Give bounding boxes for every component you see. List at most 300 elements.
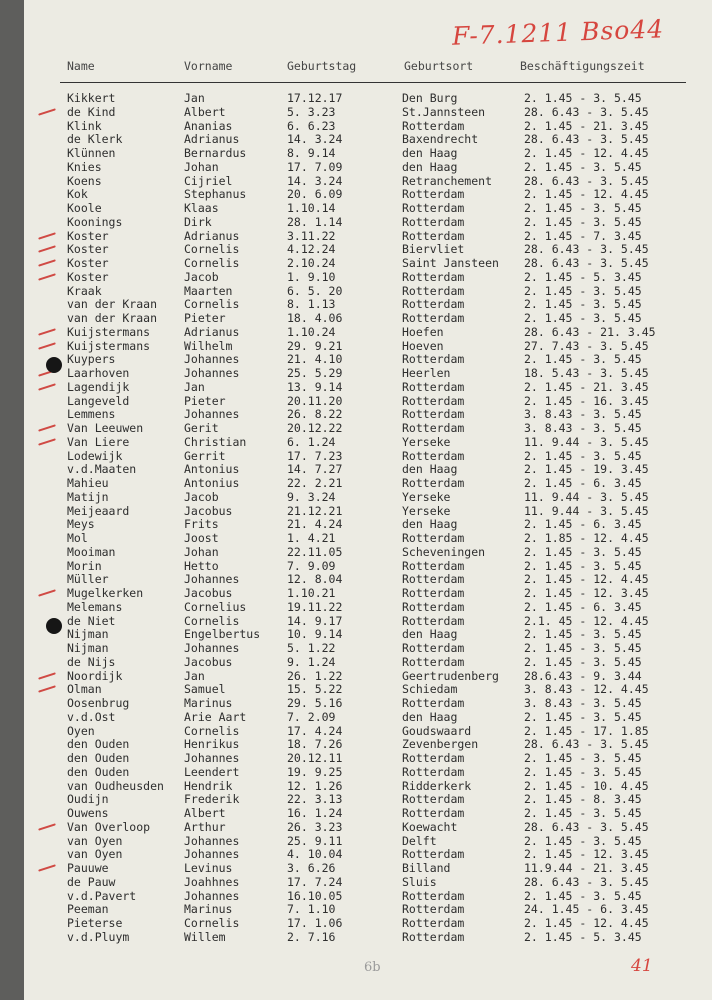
cell-name: Kikkert <box>67 91 116 105</box>
cell-geburtsort: Rotterdam <box>402 572 465 587</box>
cell-geburtsort: den Haag <box>402 462 458 477</box>
cell-vorname: Cornelis <box>184 242 240 257</box>
cell-geburtstag: 29. 9.21 <box>287 338 343 353</box>
cell-vorname: Johannes <box>184 847 240 862</box>
cell-name: de Kind <box>67 104 116 119</box>
table-row <box>24 766 712 780</box>
cell-name: Koonings <box>67 214 123 229</box>
cell-name: Van Overloop <box>67 819 151 834</box>
cell-geburtstag: 14. 3.24 <box>287 132 343 147</box>
cell-vorname: Antonius <box>184 462 240 477</box>
table-row <box>24 463 712 477</box>
cell-geburtsort: Koewacht <box>402 819 458 834</box>
cell-geburtstag: 21.12.21 <box>287 503 343 518</box>
cell-name: Meys <box>67 517 95 532</box>
cell-vorname: Arthur <box>184 819 226 834</box>
cell-geburtstag: 28. 1.14 <box>287 214 343 229</box>
table-row <box>24 683 712 697</box>
cell-geburtstag: 1.10.14 <box>287 201 336 215</box>
cell-vorname: Johannes <box>184 641 240 655</box>
cell-beschaeftigungszeit: 2. 1.45 - 3. 5.45 <box>524 764 642 779</box>
cell-beschaeftigungszeit: 28. 6.43 - 3. 5.45 <box>524 819 649 834</box>
table-row <box>24 876 712 890</box>
cell-beschaeftigungszeit: 2. 1.45 - 3. 5.45 <box>524 283 642 298</box>
table-row <box>24 353 712 367</box>
cell-beschaeftigungszeit: 2. 1.45 - 8. 3.45 <box>524 792 642 807</box>
table-row <box>24 807 712 821</box>
table-row <box>24 917 712 931</box>
cell-vorname: Samuel <box>184 682 226 697</box>
cell-name: Knies <box>67 159 102 174</box>
table-row <box>24 711 712 725</box>
cell-vorname: Levinus <box>184 861 233 875</box>
cell-beschaeftigungszeit: 2. 1.45 - 3. 5.45 <box>524 448 642 463</box>
cell-geburtstag: 6. 1.24 <box>287 434 336 449</box>
cell-geburtstag: 17. 7.09 <box>287 159 343 174</box>
punch-hole <box>46 618 62 634</box>
cell-geburtsort: Rotterdam <box>402 269 465 284</box>
cell-vorname: Jan <box>184 668 205 683</box>
cell-name: de Pauw <box>67 874 116 889</box>
cell-geburtsort: Rotterdam <box>402 393 465 408</box>
cell-beschaeftigungszeit: 2. 1.45 - 3. 5.45 <box>524 214 642 229</box>
cell-geburtstag: 12. 8.04 <box>287 572 343 587</box>
cell-beschaeftigungszeit: 2. 1.45 - 6. 3.45 <box>524 599 642 614</box>
table-row <box>24 903 712 917</box>
red-check-mark <box>38 342 56 349</box>
table-row <box>24 697 712 711</box>
cell-geburtsort: Saint Jansteen <box>402 256 499 270</box>
cell-name: Pieterse <box>67 916 123 930</box>
cell-name: Kuijstermans <box>67 324 151 339</box>
cell-name: den Ouden <box>67 764 130 779</box>
cell-geburtsort: Rotterdam <box>402 847 465 862</box>
cell-name: Kraak <box>67 283 102 298</box>
table-row <box>24 408 712 422</box>
cell-beschaeftigungszeit: 2. 1.45 - 6. 3.45 <box>524 476 642 490</box>
table-row <box>24 656 712 670</box>
cell-geburtstag: 16.10.05 <box>287 888 343 903</box>
cell-geburtstag: 20. 6.09 <box>287 187 343 202</box>
table-row <box>24 340 712 354</box>
cell-geburtstag: 22.11.05 <box>287 544 343 559</box>
page-number: 41 <box>631 956 653 976</box>
cell-name: Nijman <box>67 641 109 655</box>
cell-vorname: Cijriel <box>184 173 233 188</box>
cell-beschaeftigungszeit: 2. 1.45 - 12. 4.45 <box>524 916 649 930</box>
cell-beschaeftigungszeit: 3. 8.43 - 12. 4.45 <box>524 682 649 697</box>
cell-vorname: Jacob <box>184 489 219 504</box>
cell-beschaeftigungszeit: 27. 7.43 - 3. 5.45 <box>524 338 649 353</box>
cell-vorname: Johannes <box>184 888 240 903</box>
cell-geburtsort: Goudswaard <box>402 723 472 738</box>
cell-beschaeftigungszeit: 2. 1.45 - 3. 5.45 <box>524 311 642 325</box>
table-row <box>24 491 712 505</box>
cell-beschaeftigungszeit: 2. 1.45 - 12. 3.45 <box>524 847 649 862</box>
cell-beschaeftigungszeit: 2. 1.45 - 10. 4.45 <box>524 778 649 793</box>
cell-geburtstag: 26. 3.23 <box>287 819 343 834</box>
cell-name: van der Kraan <box>67 297 158 312</box>
cell-geburtsort: Rotterdam <box>402 929 465 944</box>
cell-beschaeftigungszeit: 28.6.43 - 9. 3.44 <box>524 668 642 683</box>
cell-beschaeftigungszeit: 2. 1.45 - 17. 1.85 <box>524 723 649 738</box>
red-check-mark <box>38 259 56 266</box>
cell-beschaeftigungszeit: 2. 1.45 - 7. 3.45 <box>524 228 642 243</box>
cell-vorname: Cornelis <box>184 613 240 628</box>
cell-name: v.d.Pluym <box>67 929 130 944</box>
header-vorname: Vorname <box>184 59 233 73</box>
red-check-mark <box>38 672 56 679</box>
table-row <box>24 532 712 546</box>
cell-vorname: Cornelis <box>184 297 240 312</box>
cell-geburtsort: Rotterdam <box>402 352 465 367</box>
cell-name: Koster <box>67 269 109 284</box>
cell-vorname: Marinus <box>184 902 233 917</box>
cell-vorname: Engelbertus <box>184 627 261 642</box>
table-row <box>24 133 712 147</box>
cell-beschaeftigungszeit: 28. 6.43 - 3. 5.45 <box>524 874 649 889</box>
cell-beschaeftigungszeit: 2. 1.45 - 3. 5.45 <box>524 159 642 174</box>
cell-geburtstag: 5. 1.22 <box>287 641 336 655</box>
cell-vorname: Christian <box>184 434 247 449</box>
cell-geburtstag: 6. 6.23 <box>287 118 336 133</box>
table-row <box>24 931 712 945</box>
cell-geburtstag: 18. 7.26 <box>287 737 343 752</box>
cell-geburtstag: 15. 5.22 <box>287 682 343 697</box>
cell-vorname: Johannes <box>184 751 240 765</box>
cell-vorname: Adrianus <box>184 324 240 339</box>
table-row <box>24 821 712 835</box>
cell-vorname: Hetto <box>184 558 219 573</box>
cell-geburtsort: Ridderkerk <box>402 778 472 793</box>
cell-geburtstag: 10. 9.14 <box>287 627 343 642</box>
table-header <box>24 59 712 79</box>
table-row <box>24 546 712 560</box>
cell-beschaeftigungszeit: 2. 1.45 - 3. 5.45 <box>524 641 642 655</box>
table-row <box>24 422 712 436</box>
table-row <box>24 615 712 629</box>
table-row <box>24 381 712 395</box>
cell-geburtsort: Rotterdam <box>402 696 465 710</box>
cell-name: Koster <box>67 228 109 243</box>
table-row <box>24 642 712 656</box>
table-row <box>24 890 712 904</box>
cell-geburtsort: Schiedam <box>402 682 458 697</box>
cell-beschaeftigungszeit: 28. 6.43 - 21. 3.45 <box>524 324 656 339</box>
cell-geburtstag: 5. 3.23 <box>287 104 336 119</box>
cell-geburtstag: 3.11.22 <box>287 228 336 243</box>
cell-vorname: Cornelis <box>184 256 240 270</box>
red-check-mark <box>38 108 56 115</box>
cell-geburtstag: 1.10.21 <box>287 586 336 600</box>
cell-name: Mahieu <box>67 476 109 490</box>
cell-geburtsort: den Haag <box>402 159 458 174</box>
cell-beschaeftigungszeit: 2. 1.45 - 12. 4.45 <box>524 187 649 202</box>
cell-geburtsort: Yerseke <box>402 503 451 518</box>
table-row <box>24 285 712 299</box>
cell-geburtstag: 2. 7.16 <box>287 929 336 944</box>
cell-beschaeftigungszeit: 2. 1.45 - 3. 5.45 <box>524 627 642 642</box>
cell-geburtsort: St.Jannsteen <box>402 104 486 119</box>
cell-vorname: Albert <box>184 806 226 820</box>
cell-name: Kuypers <box>67 352 116 367</box>
cell-geburtstag: 22. 2.21 <box>287 476 343 490</box>
cell-geburtsort: Yerseke <box>402 434 451 449</box>
cell-geburtsort: Rotterdam <box>402 201 465 215</box>
cell-name: van Oudheusden <box>67 778 164 793</box>
punch-hole <box>46 357 62 373</box>
cell-name: Matijn <box>67 489 109 504</box>
table-body <box>24 92 712 945</box>
cell-name: den Ouden <box>67 737 130 752</box>
table-row <box>24 793 712 807</box>
cell-beschaeftigungszeit: 28. 6.43 - 3. 5.45 <box>524 104 649 119</box>
cell-vorname: Cornelis <box>184 723 240 738</box>
cell-geburtstag: 7. 2.09 <box>287 709 336 724</box>
cell-vorname: Stephanus <box>184 187 247 202</box>
cell-geburtsort: Rotterdam <box>402 558 465 573</box>
cell-name: Laarhoven <box>67 366 130 380</box>
cell-beschaeftigungszeit: 3. 8.43 - 3. 5.45 <box>524 407 642 422</box>
cell-geburtsort: Rotterdam <box>402 654 465 669</box>
red-check-mark <box>38 246 56 253</box>
cell-geburtstag: 13. 9.14 <box>287 379 343 394</box>
cell-geburtstag: 1. 9.10 <box>287 269 336 284</box>
cell-vorname: Cornelis <box>184 916 240 930</box>
cell-geburtstag: 21. 4.10 <box>287 352 343 367</box>
cell-name: Mugelkerken <box>67 586 144 600</box>
cell-beschaeftigungszeit: 24. 1.45 - 6. 3.45 <box>524 902 649 917</box>
table-row <box>24 505 712 519</box>
table-row <box>24 257 712 271</box>
cell-name: Noordijk <box>67 668 123 683</box>
cell-name: Klünnen <box>67 146 116 160</box>
header-geburtstag: Geburtstag <box>287 59 357 73</box>
table-row <box>24 670 712 684</box>
table-row <box>24 518 712 532</box>
cell-vorname: Pieter <box>184 311 226 325</box>
cell-name: Van Leeuwen <box>67 421 144 435</box>
cell-beschaeftigungszeit: 28. 6.43 - 3. 5.45 <box>524 256 649 270</box>
cell-vorname: Arie Aart <box>184 709 247 724</box>
cell-geburtstag: 26. 1.22 <box>287 668 343 683</box>
table-row <box>24 862 712 876</box>
cell-geburtsort: Heerlen <box>402 366 451 380</box>
cell-name: van Oyen <box>67 847 123 862</box>
table-row <box>24 601 712 615</box>
cell-beschaeftigungszeit: 28. 6.43 - 3. 5.45 <box>524 132 649 147</box>
table-row <box>24 106 712 120</box>
cell-geburtsort: Rotterdam <box>402 297 465 312</box>
cell-vorname: Maarten <box>184 283 233 298</box>
table-row <box>24 752 712 766</box>
cell-geburtsort: Rotterdam <box>402 916 465 930</box>
cell-beschaeftigungszeit: 2. 1.45 - 12. 4.45 <box>524 572 649 587</box>
cell-vorname: Albert <box>184 104 226 119</box>
cell-geburtstag: 8. 1.13 <box>287 297 336 312</box>
cell-beschaeftigungszeit: 2. 1.45 - 3. 5.45 <box>524 654 642 669</box>
red-check-mark <box>38 686 56 693</box>
cell-geburtsort: Rotterdam <box>402 641 465 655</box>
cell-geburtsort: Hoefen <box>402 324 444 339</box>
red-check-mark <box>38 589 56 596</box>
cell-geburtstag: 21. 4.24 <box>287 517 343 532</box>
table-row <box>24 367 712 381</box>
bottom-note: 6b <box>364 960 381 975</box>
cell-beschaeftigungszeit: 2. 1.45 - 3. 5.45 <box>524 751 642 765</box>
table-row <box>24 395 712 409</box>
header-name: Name <box>67 59 95 73</box>
cell-vorname: Bernardus <box>184 146 247 160</box>
red-check-mark <box>38 864 56 871</box>
cell-geburtsort: Rotterdam <box>402 599 465 614</box>
cell-geburtsort: den Haag <box>402 517 458 532</box>
table-row <box>24 587 712 601</box>
cell-beschaeftigungszeit: 3. 8.43 - 3. 5.45 <box>524 696 642 710</box>
cell-beschaeftigungszeit: 2. 1.85 - 12. 4.45 <box>524 531 649 545</box>
table-row <box>24 312 712 326</box>
cell-geburtstag: 17. 7.24 <box>287 874 343 889</box>
table-row <box>24 628 712 642</box>
red-check-mark <box>38 232 56 239</box>
cell-name: den Ouden <box>67 751 130 765</box>
cell-name: Lagendijk <box>67 379 130 394</box>
cell-beschaeftigungszeit: 2. 1.45 - 3. 5.45 <box>524 91 642 105</box>
cell-vorname: Joahhnes <box>184 874 240 889</box>
cell-name: de Niet <box>67 613 116 628</box>
cell-vorname: Johannes <box>184 407 240 422</box>
cell-vorname: Ananias <box>184 118 233 133</box>
cell-beschaeftigungszeit: 2. 1.45 - 3. 5.45 <box>524 352 642 367</box>
cell-name: Pauuwe <box>67 861 109 875</box>
cell-name: Meijeaard <box>67 503 130 518</box>
red-check-mark <box>38 438 56 445</box>
cell-geburtsort: Rotterdam <box>402 751 465 765</box>
cell-vorname: Adrianus <box>184 228 240 243</box>
table-row <box>24 725 712 739</box>
cell-geburtsort: Retranchement <box>402 173 493 188</box>
cell-beschaeftigungszeit: 11.9.44 - 21. 3.45 <box>524 861 649 875</box>
cell-geburtstag: 17. 4.24 <box>287 723 343 738</box>
cell-name: Oosenbrug <box>67 696 130 710</box>
cell-beschaeftigungszeit: 11. 9.44 - 3. 5.45 <box>524 489 649 504</box>
cell-geburtstag: 3. 6.26 <box>287 861 336 875</box>
cell-beschaeftigungszeit: 2. 1.45 - 3. 5.45 <box>524 888 642 903</box>
table-row <box>24 436 712 450</box>
table-row <box>24 147 712 161</box>
cell-geburtsort: Rotterdam <box>402 379 465 394</box>
cell-beschaeftigungszeit: 11. 9.44 - 3. 5.45 <box>524 503 649 518</box>
cell-geburtsort: Rotterdam <box>402 586 465 600</box>
cell-geburtsort: Scheveningen <box>402 544 486 559</box>
cell-geburtsort: Rotterdam <box>402 792 465 807</box>
cell-geburtstag: 14. 3.24 <box>287 173 343 188</box>
cell-vorname: Johan <box>184 159 219 174</box>
table-row <box>24 161 712 175</box>
cell-geburtstag: 26. 8.22 <box>287 407 343 422</box>
cell-vorname: Cornelius <box>184 599 247 614</box>
cell-beschaeftigungszeit: 2.1. 45 - 12. 4.45 <box>524 613 649 628</box>
cell-name: Müller <box>67 572 109 587</box>
cell-geburtsort: den Haag <box>402 709 458 724</box>
cell-vorname: Frederik <box>184 792 240 807</box>
cell-name: Langeveld <box>67 393 130 408</box>
cell-geburtsort: Rotterdam <box>402 214 465 229</box>
cell-vorname: Adrianus <box>184 132 240 147</box>
cell-geburtsort: Rotterdam <box>402 118 465 133</box>
cell-geburtsort: Rotterdam <box>402 476 465 490</box>
cell-vorname: Johannes <box>184 833 240 848</box>
cell-beschaeftigungszeit: 2. 1.45 - 3. 5.45 <box>524 201 642 215</box>
table-row <box>24 326 712 340</box>
cell-geburtsort: Biervliet <box>402 242 465 257</box>
cell-beschaeftigungszeit: 2. 1.45 - 5. 3.45 <box>524 269 642 284</box>
cell-name: Lemmens <box>67 407 116 422</box>
cell-geburtstag: 22. 3.13 <box>287 792 343 807</box>
cell-vorname: Joost <box>184 531 219 545</box>
cell-geburtsort: Rotterdam <box>402 228 465 243</box>
cell-vorname: Marinus <box>184 696 233 710</box>
table-row <box>24 450 712 464</box>
table-row <box>24 230 712 244</box>
cell-name: Lodewijk <box>67 448 123 463</box>
cell-beschaeftigungszeit: 2. 1.45 - 16. 3.45 <box>524 393 649 408</box>
table-row <box>24 271 712 285</box>
cell-geburtstag: 14. 7.27 <box>287 462 343 477</box>
cell-geburtsort: Geertrudenberg <box>402 668 499 683</box>
document-page <box>24 0 712 1000</box>
cell-geburtsort: Den Burg <box>402 91 458 105</box>
cell-geburtstag: 9. 3.24 <box>287 489 336 504</box>
cell-name: v.d.Maaten <box>67 462 137 477</box>
cell-vorname: Jacobus <box>184 654 233 669</box>
cell-name: Kuijstermans <box>67 338 151 353</box>
cell-geburtstag: 1. 4.21 <box>287 531 336 545</box>
cell-name: v.d.Pavert <box>67 888 137 903</box>
cell-beschaeftigungszeit: 3. 8.43 - 3. 5.45 <box>524 421 642 435</box>
cell-vorname: Jacob <box>184 269 219 284</box>
cell-name: Van Liere <box>67 434 130 449</box>
cell-geburtsort: Rotterdam <box>402 421 465 435</box>
cell-geburtstag: 25. 5.29 <box>287 366 343 380</box>
cell-geburtsort: Rotterdam <box>402 407 465 422</box>
cell-geburtstag: 9. 1.24 <box>287 654 336 669</box>
cell-geburtsort: Rotterdam <box>402 187 465 202</box>
cell-name: Morin <box>67 558 102 573</box>
cell-name: Koole <box>67 201 102 215</box>
handwritten-reference: F-7.1211 Bso44 <box>451 14 665 51</box>
cell-name: Koens <box>67 173 102 188</box>
cell-vorname: Gerit <box>184 421 219 435</box>
header-rule <box>60 82 686 83</box>
cell-name: Olman <box>67 682 102 697</box>
table-row <box>24 477 712 491</box>
cell-name: Oyen <box>67 723 95 738</box>
cell-beschaeftigungszeit: 2. 1.45 - 3. 5.45 <box>524 833 642 848</box>
cell-geburtstag: 4. 10.04 <box>287 847 343 862</box>
cell-beschaeftigungszeit: 2. 1.45 - 3. 5.45 <box>524 297 642 312</box>
cell-vorname: Jacobus <box>184 586 233 600</box>
cell-name: van der Kraan <box>67 311 158 325</box>
cell-geburtsort: Rotterdam <box>402 888 465 903</box>
cell-vorname: Johannes <box>184 352 240 367</box>
table-row <box>24 560 712 574</box>
cell-vorname: Jan <box>184 91 205 105</box>
cell-name: Nijman <box>67 627 109 642</box>
cell-name: Peeman <box>67 902 109 917</box>
table-row <box>24 216 712 230</box>
cell-geburtstag: 20.12.22 <box>287 421 343 435</box>
